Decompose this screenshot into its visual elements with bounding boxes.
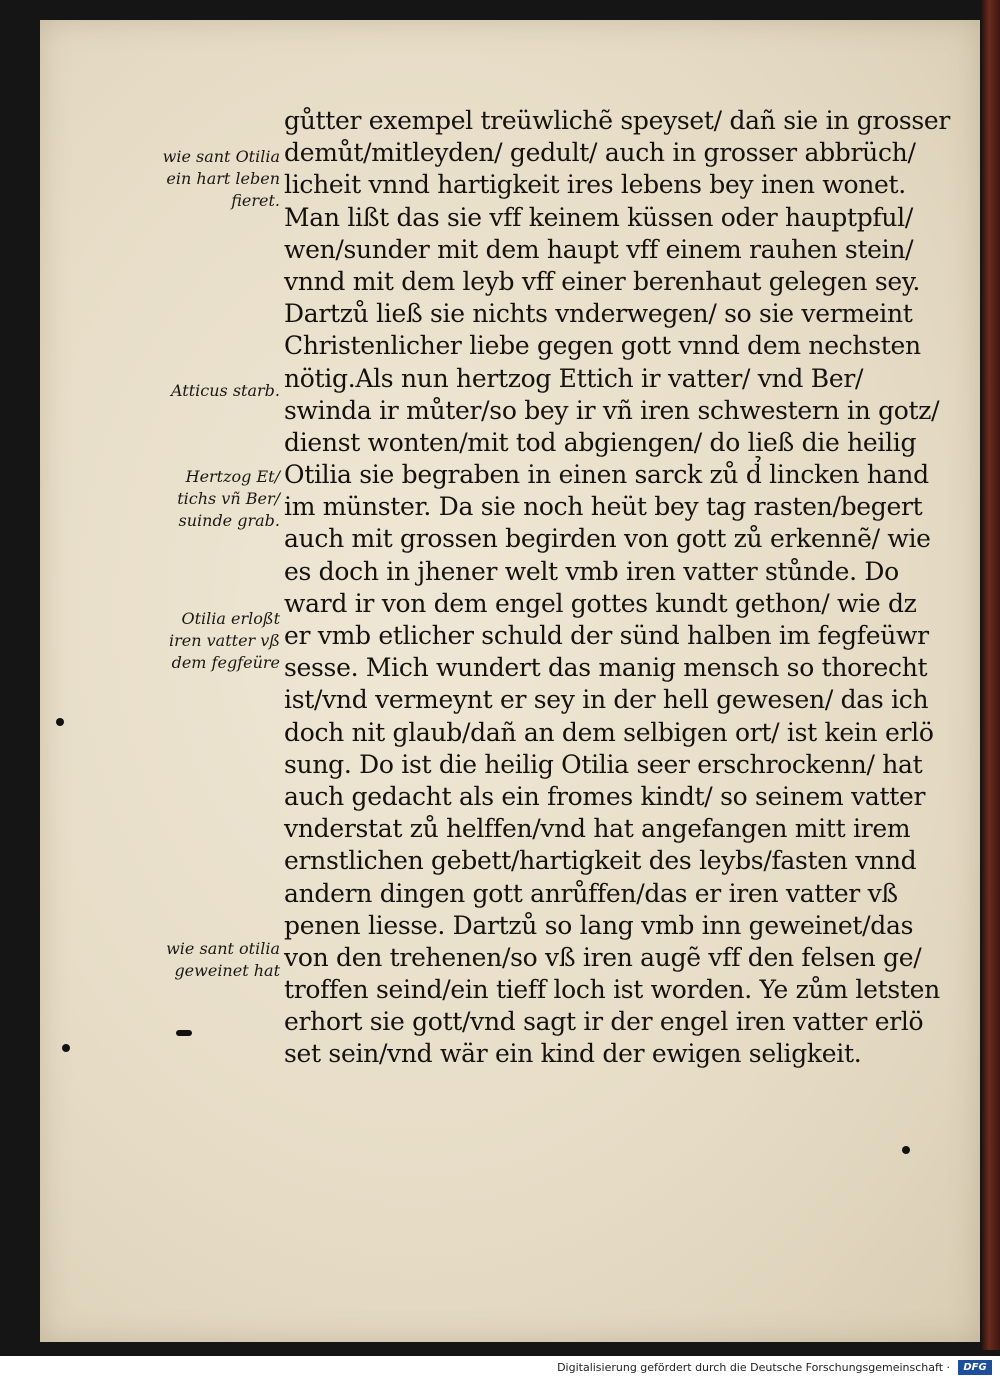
margin-note: wie sant Otilia ein hart leben fieret. [162,147,280,210]
text-line: Otilia sie begraben in einen sarck zů d̉ lincken hand [284,460,929,490]
text-line: von den trehenen/so vß iren augẽ vff den felsen ge/ [284,942,922,972]
text-line: troffen seind/ein tieff loch ist worden. Ye zům letsten [284,975,940,1005]
margin-note: Otilia erloßt iren vatter vß dem fegfeüre [169,609,280,672]
text-line: sesse. Mich wundert das manig mensch so thorecht [284,653,928,683]
text-line: auch mit grossen begirden von gott zů erkennẽ/ wie [284,524,931,554]
text-line: erhort sie gott/vnd sagt ir der engel iren vatter erlö [284,1007,924,1037]
text-line: lichei̇t vnnd hartigkeit ires lebens bey inen wonet. [284,170,906,200]
text-line: er vmb etlicher schuld der sünd halben im fegfeüwr [284,621,929,650]
text-line: gůtter exempel treüwlichẽ speyset/ dañ sie in grosser [284,106,951,135]
text-line: wen/sunder mit dem haupt vff einem rauhen stein/ [284,234,914,264]
margin-note: wie sant otilia geweinet hat [166,939,280,980]
text-line: ist/vnd vermeynt er sey in der hell gewesen/ das ich [284,685,929,715]
footer-bar [0,1356,1000,1380]
text-line: ernstlichen gebett/hartigkeit des leybs/fasten vnnd [284,846,917,876]
text-line: penen liesse. Dartzů so lang vmb inn geweinet/das [284,910,914,940]
ink-spot [902,1146,910,1154]
text-line: set sein/vnd wär ein kind der ewigen seligkeit. [284,1039,862,1069]
text-line: andern dingen gott anrůffen/das er iren vatter vß [284,878,898,908]
text-line: nötig.Als nun hertzog Ettich ir vatter/ vnd Ber/ [284,363,864,393]
margin-notes [40,20,290,1342]
text-line: vnnd mit dem leyb vff einer berenhaut gelegen sey. [284,266,921,296]
ink-spot [176,1030,192,1036]
text-line: ward ir von dem engel gottes kundt gethon/ wie dz [284,588,917,618]
text-line: doch nit glaub/dañ an dem selbigen ort/ ist kein erlö [284,717,934,747]
text-line: vnderstat zů helffen/vnd hat angefangen mitt irem [284,814,911,844]
text-line: swinda ir můter/so bey ir vñ iren schwestern in gotz/ [284,395,940,425]
body-text [284,105,974,1071]
text-line: Man lißt das sie vff keinem küssen oder hauptpful/ [284,202,913,232]
text-line: Christenlicher liebe gegen gott vnnd dem nechsten [284,331,921,361]
text-line: auch gedacht als ein fromes kindt/ so seinem vatter [284,781,926,811]
scan-edge [982,0,1000,1350]
book-page [40,20,980,1342]
text-line: Dartzů ließ sie nichts vnderwegen/ so sie vermeint [284,299,913,329]
margin-note: Hertzog Et/ tichs vñ Ber/ suinde grab. [177,467,280,530]
text-line: sung. Do ist die heilig Otilia seer erschrockenn/ hat [284,749,923,779]
funding-credit: Digitalisierung gefördert durch die Deutsche Forschungsgemeinschaft · [557,1361,950,1374]
text-line: dienst wonten/mit tod abgiengen/ do ließ die heilig [284,427,917,457]
dfg-logo[interactable]: DFG [958,1360,992,1375]
text-line: es doch in jhener welt vmb iren vatter stůnde. Do [284,556,899,586]
ink-spot [62,1044,70,1052]
margin-note: Atticus starb. [171,381,280,400]
text-line: demůt/mitleyden/ gedult/ auch in grosser abbrüch/ [284,138,916,168]
text-line: im münster. Da sie noch heüt bey tag rasten/begert [284,492,923,522]
ink-spot [56,718,64,726]
